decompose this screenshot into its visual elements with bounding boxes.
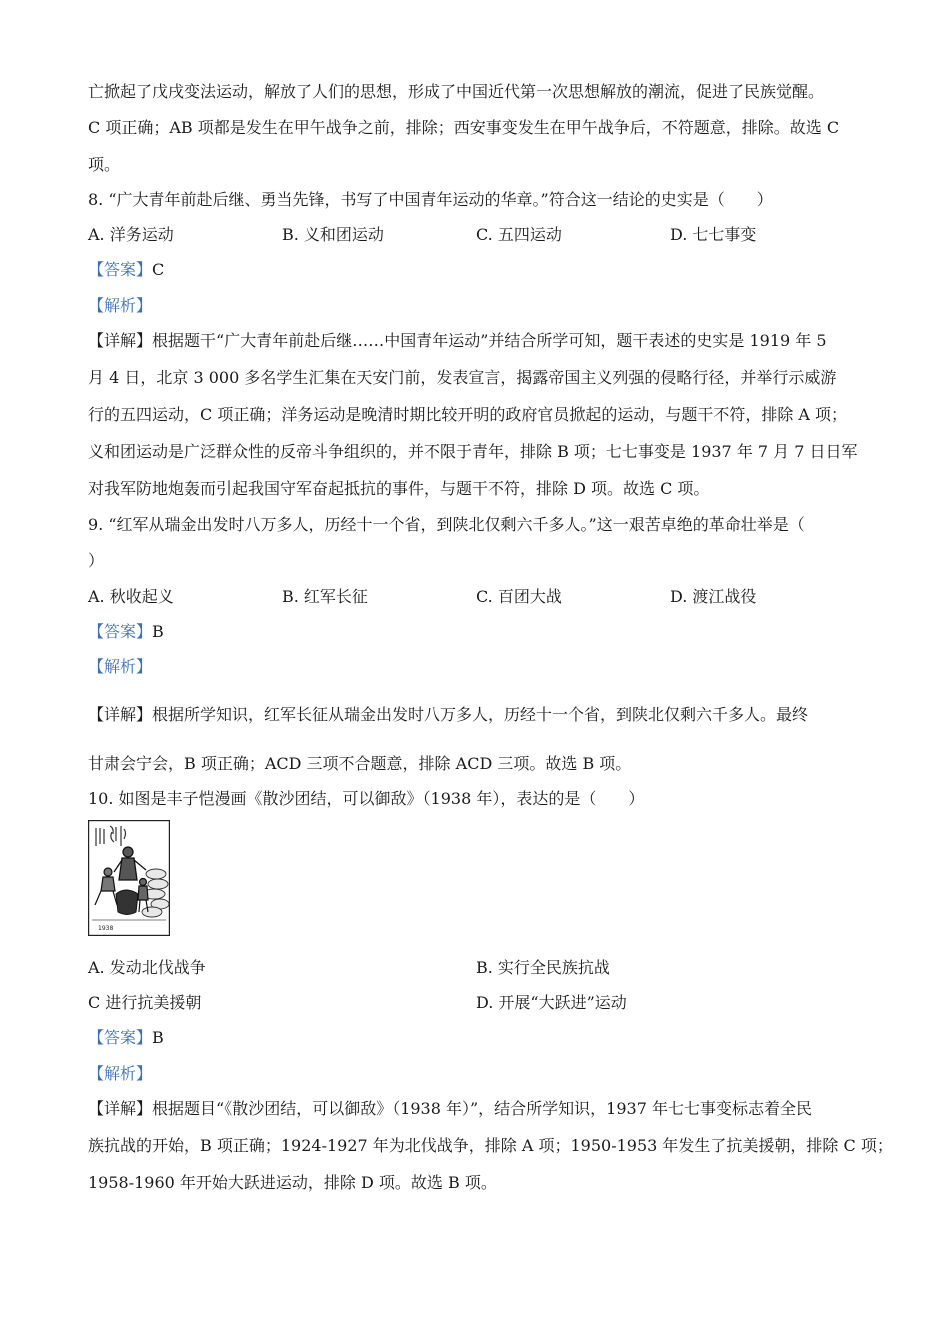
q8-option-c: C. 五四运动 — [476, 225, 562, 244]
answer-tag: 【答案】 — [88, 622, 153, 641]
q10-detail-line: 族抗战的开始，B 项正确；1924-1927 年为北伐战争，排除 A 项；1950-1953 年发生了抗美援朝，排除 C 项； — [88, 1136, 893, 1155]
q8-option-a: A. 洋务运动 — [88, 225, 174, 244]
text-line: 亡掀起了戊戌变法运动，解放了人们的思想，形成了中国近代第一次思想解放的潮流，促进了民族觉醒。 — [88, 82, 825, 101]
q9-option-b: B. 红军长征 — [282, 587, 368, 606]
answer-tag: 【答案】 — [88, 1028, 153, 1047]
answer-value: B — [152, 622, 164, 641]
detail-tag: 【详解】 — [88, 331, 153, 350]
q9-option-a: A. 秋收起义 — [88, 587, 174, 606]
detail-tag: 【详解】 — [88, 1099, 153, 1118]
q8-detail-line: 行的五四运动，C 项正确；洋务运动是晚清时期比较开明的政府官员掀起的运动，与题干不符，排除 A 项； — [88, 405, 848, 424]
q9-analysis-tag: 【解析】 — [88, 657, 153, 676]
q8-option-b: B. 义和团运动 — [282, 225, 384, 244]
question-10-stem: 10. 如图是丰子恺漫画《散沙团结，可以御敌》（1938 年），表达的是（ ） — [88, 789, 645, 808]
text-line: 项。 — [88, 155, 121, 174]
q9-option-d: D. 渡江战役 — [670, 587, 757, 606]
q9-answer — [88, 621, 164, 643]
q10-analysis-tag: 【解析】 — [88, 1064, 153, 1083]
q9-option-c: C. 百团大战 — [476, 587, 562, 606]
q8-answer — [88, 259, 164, 281]
cartoon-year: 1938 — [98, 925, 114, 932]
q8-detail-line: 义和团运动是广泛群众性的反帝斗争组织的，并不限于青年，排除 B 项；七七事变是 1937 年 7 月 7 日日军 — [88, 442, 858, 461]
detail-text: 根据所学知识，红军长征从瑞金出发时八万多人，历经十一个省，到陕北仅剩六千多人。最终 — [152, 705, 809, 724]
question-9-stem-end: ） — [88, 551, 105, 570]
q10-option-a: A. 发动北伐战争 — [88, 958, 206, 977]
cartoon-image — [88, 820, 170, 936]
q8-analysis-tag: 【解析】 — [88, 296, 153, 315]
q9-detail-line: 甘肃会宁会，B 项正确；ACD 三项不合题意，排除 ACD 三项。故选 B 项。 — [88, 754, 632, 773]
q10-detail-line — [88, 1098, 812, 1120]
detail-text: 根据题干“广大青年前赴后继……中国青年运动”并结合所学可知，题干表述的史实是 1919 年 5 — [152, 331, 827, 350]
question-9-stem: 9. “红军从瑞金出发时八万多人，历经十一个省，到陕北仅剩六千多人。”这一艰苦卓绝的革命壮举是（ — [88, 515, 805, 534]
q10-option-c: C 进行抗美援朝 — [88, 993, 202, 1012]
question-8-stem: 8. “广大青年前赴后继、勇当先锋，书写了中国青年运动的华章。”符合这一结论的史实是（ ） — [88, 190, 773, 209]
detail-tag: 【详解】 — [88, 705, 153, 724]
q10-detail-line: 1958-1960 年开始大跃进运动，排除 D 项。故选 B 项。 — [88, 1173, 497, 1192]
q8-option-d: D. 七七事变 — [670, 225, 757, 244]
q8-detail-line: 月 4 日，北京 3 000 多名学生汇集在天安门前，发表宣言，揭露帝国主义列强的侵略行径，并举行示威游 — [88, 368, 837, 387]
detail-text: 根据题目“《散沙团结，可以御敌》（1938 年）”，结合所学知识，1937 年七七事变标志着全民 — [152, 1099, 812, 1118]
q10-option-d: D. 开展“大跃进”运动 — [476, 993, 627, 1012]
text-line: C 项正确；AB 项都是发生在甲午战争之前，排除；西安事变发生在甲午战争后，不符题意，排除。故选 C — [88, 118, 840, 137]
q9-detail-line — [88, 704, 808, 726]
q10-answer — [88, 1027, 164, 1049]
answer-value: B — [152, 1028, 164, 1047]
q8-detail-line: 对我军防地炮轰而引起我国守军奋起抵抗的事件，与题干不符，排除 D 项。故选 C 项。 — [88, 479, 710, 498]
answer-tag: 【答案】 — [88, 260, 153, 279]
answer-value: C — [152, 260, 165, 279]
q10-option-b: B. 实行全民族抗战 — [476, 958, 610, 977]
q8-detail-line — [88, 330, 827, 352]
